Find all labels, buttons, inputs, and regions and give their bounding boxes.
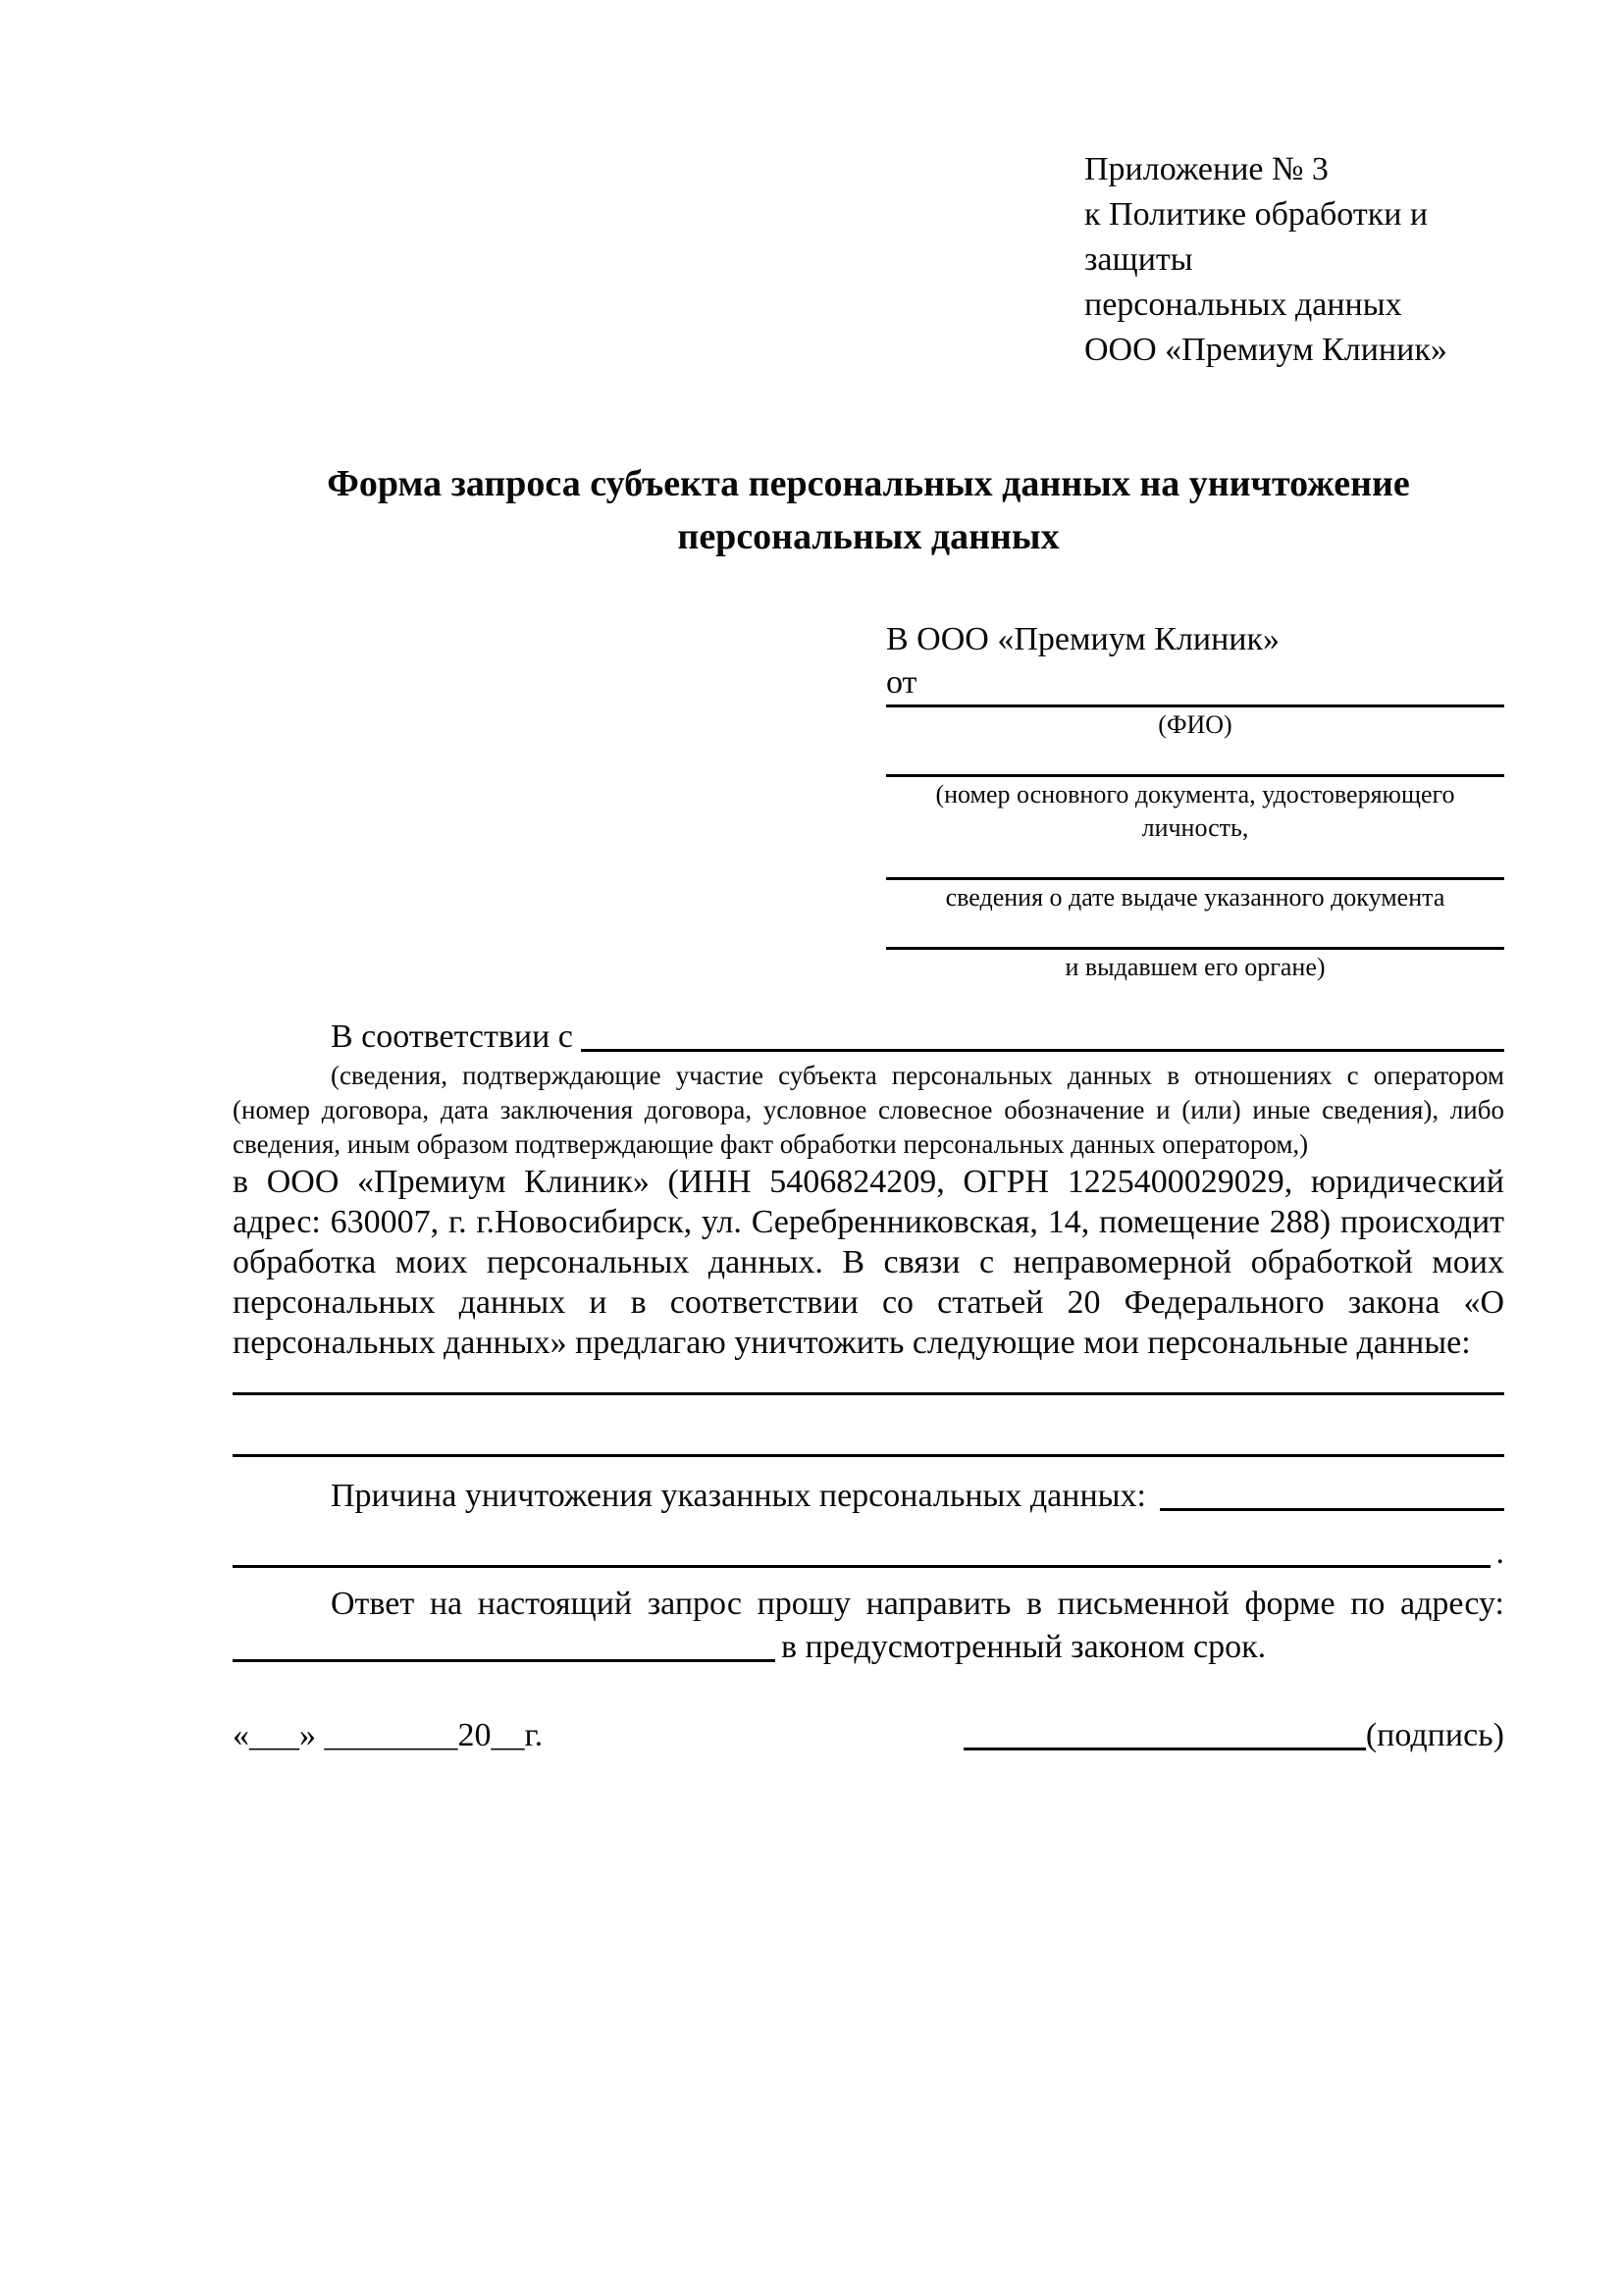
reason-label: Причина уничтожения указанных персональных данных:: [331, 1478, 1146, 1514]
issue-date-field: [886, 877, 1504, 914]
fio-field: [886, 704, 1504, 742]
document-content: [233, 147, 1504, 1757]
reason-blank-line-2: [233, 1565, 1491, 1568]
answer-paragraph: Ответ на настоящий запрос прошу направить в письменной форме по адресу:: [331, 1586, 1504, 1622]
answer-suffix: в предусмотренный законом срок.: [781, 1629, 1267, 1665]
document-title: Форма запроса субъекта персональных данных на уничтожение персональных данных: [327, 463, 1410, 557]
signature-block: [964, 1714, 1504, 1757]
accordance-blank-line: [581, 1049, 1504, 1052]
reason-continuation-row: [233, 1532, 1504, 1575]
issuing-authority-field: [886, 947, 1504, 984]
reason-blank-line: [1160, 1508, 1504, 1511]
appendix-header: [1084, 147, 1504, 373]
footer-row: [233, 1714, 1504, 1757]
answer-address-row: [233, 1626, 1504, 1669]
reason-period: .: [1495, 1535, 1504, 1571]
fio-caption: (ФИО): [1158, 710, 1232, 739]
reason-row: [233, 1475, 1504, 1518]
issuing-authority-caption: и выдавшем его органе): [1065, 953, 1326, 981]
addressee-from-label: от: [886, 664, 917, 701]
appendix-header-line: Приложение № 3: [1084, 151, 1329, 187]
address-blank-line: [233, 1659, 775, 1662]
accordance-note: (сведения, подтверждающие участие субъекта персональных данных в отношениях с оператором (номер договора, дата заключения договора, условное словесное обозначение и (или) иные сведения), либо сведения, иным образом подтверждающие факт обработки персональных данных оператором,): [233, 1061, 1504, 1159]
document-number-field: [886, 774, 1504, 845]
accordance-prefix: В соответствии с: [331, 1018, 582, 1055]
addressee-block: [886, 618, 1504, 984]
main-paragraph: в ООО «Премиум Клиник» (ИНН 5406824209, ОГРН 1225400029029, юридический адрес: 630007, г. г.Новосибирск, ул. Серебренниковская, 14, помещение 288) происходит обработка моих персональных данных. В связи с неправомерной обработкой моих персональных данных и в соответствии со статьей 20 Федерального закона «О персональных данных» предлагаю уничтожить следующие мои персональные данные:: [233, 1164, 1504, 1361]
appendix-header-line: ООО «Премиум Клиник»: [1084, 332, 1447, 368]
signature-blank-line: [964, 1748, 1366, 1750]
accordance-row: [233, 1016, 1504, 1059]
personal-data-blank-line: [233, 1392, 1504, 1395]
document-number-caption: (номер основного документа, удостоверяющего личность,: [935, 780, 1455, 842]
appendix-header-line: персональных данных: [1084, 287, 1402, 323]
appendix-header-line: к Политике обработки и защиты: [1084, 196, 1429, 278]
signature-caption: (подпись): [1365, 1717, 1504, 1753]
date-field: «___» ________20__г.: [233, 1717, 544, 1753]
addressee-to: В ООО «Премиум Клиник»: [886, 621, 1281, 657]
personal-data-blank-line: [233, 1454, 1504, 1457]
issue-date-caption: сведения о дате выдаче указанного документа: [945, 883, 1445, 912]
